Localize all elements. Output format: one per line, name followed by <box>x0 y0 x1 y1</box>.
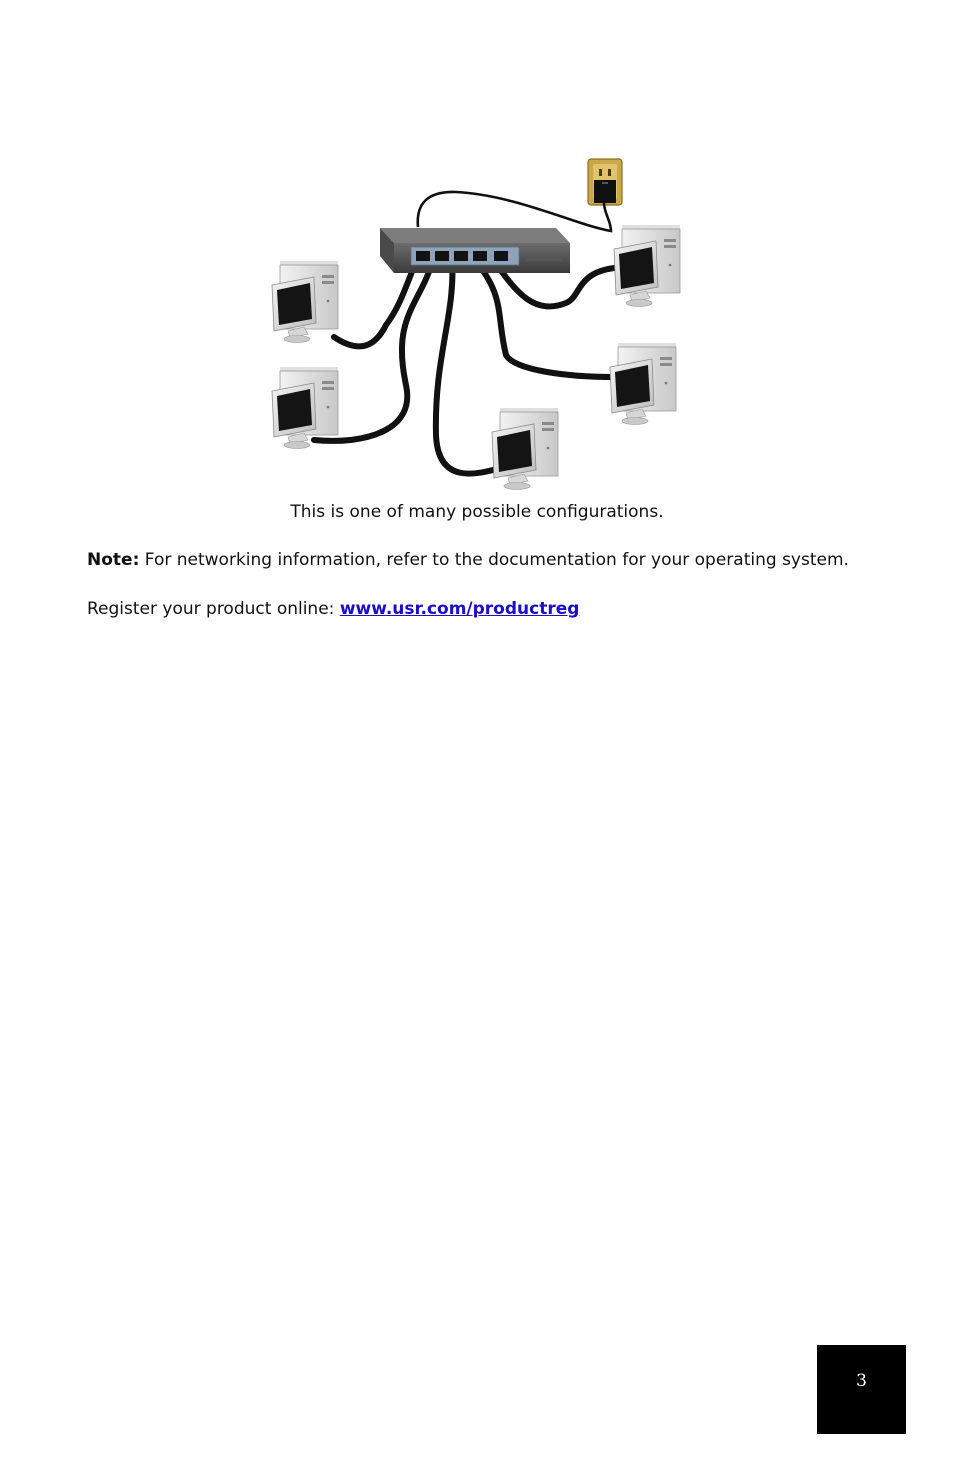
desktop-computer-icon <box>492 408 558 490</box>
power-outlet-icon <box>588 159 622 205</box>
note-paragraph <box>87 549 849 571</box>
desktop-computer-icon <box>272 261 338 343</box>
register-paragraph <box>87 598 579 620</box>
page-number: 3 <box>856 1371 867 1391</box>
network-configuration-figure <box>266 155 690 500</box>
note-text: For networking information, refer to the documentation for your operating system. <box>139 550 849 570</box>
page-number-tab <box>817 1345 906 1434</box>
desktop-computer-icon <box>272 367 338 449</box>
figure-caption: This is one of many possible configurations. <box>290 502 664 522</box>
desktop-computer-icon <box>614 225 680 307</box>
register-text: Register your product online: <box>87 599 340 619</box>
note-label: Note: <box>87 550 140 570</box>
product-registration-link[interactable]: www.usr.com/productreg <box>339 599 580 619</box>
desktop-computer-icon <box>610 343 676 425</box>
network-switch-icon <box>380 228 570 273</box>
